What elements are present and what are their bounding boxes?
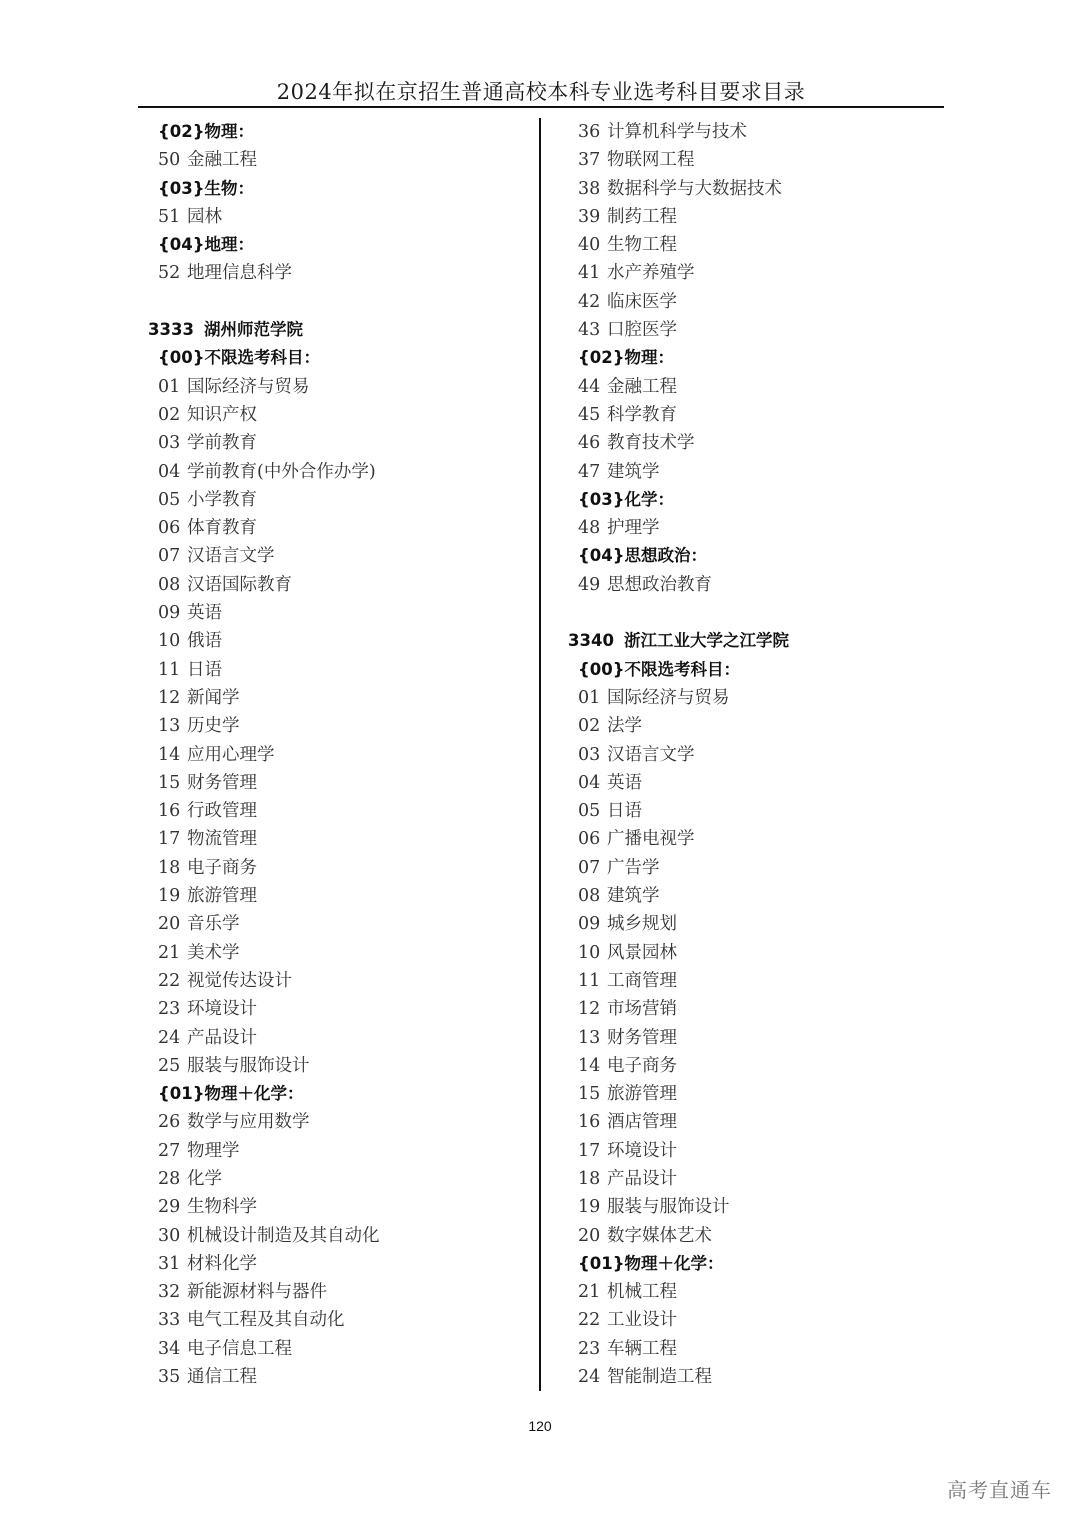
- major-number: 02: [578, 716, 601, 737]
- major-name: 电子商务: [187, 857, 257, 878]
- major-number: 38: [578, 178, 601, 199]
- major-name: 服装与服饰设计: [607, 1197, 730, 1218]
- major-name: 生物工程: [607, 235, 677, 256]
- major-list-item: [148, 1335, 380, 1363]
- subject-group-heading: {04}地理：: [158, 235, 254, 255]
- major-name: 产品设计: [187, 1027, 257, 1048]
- major-list-item: [148, 571, 380, 599]
- subject-group-heading: {03}生物：: [158, 178, 254, 198]
- major-list-item: [568, 146, 789, 174]
- major-name: 应用心理学: [187, 744, 275, 765]
- major-name: 城乡规划: [607, 914, 677, 935]
- major-number: 46: [578, 433, 601, 454]
- subject-group-heading: {00}不限选考科目：: [158, 348, 320, 368]
- major-name: 市场营销: [607, 999, 677, 1020]
- major-name: 制药工程: [607, 206, 677, 227]
- major-name: 旅游管理: [607, 1084, 677, 1105]
- major-name: 数学与应用数学: [187, 1112, 310, 1133]
- major-number: 13: [578, 1027, 601, 1048]
- major-number: 14: [578, 1055, 601, 1076]
- major-name: 电子信息工程: [187, 1338, 292, 1359]
- major-list-item: [148, 599, 380, 627]
- subject-group-heading: {02}物理：: [578, 348, 674, 368]
- major-number: 50: [158, 150, 181, 171]
- major-number: 04: [158, 461, 181, 482]
- major-list-item: [568, 1137, 789, 1165]
- major-list-item: [568, 1306, 789, 1334]
- major-name: 环境设计: [607, 1140, 677, 1161]
- major-name: 物理学: [187, 1140, 240, 1161]
- major-number: 03: [158, 433, 181, 454]
- major-name: 水产养殖学: [607, 263, 695, 284]
- major-list-item: [568, 231, 789, 259]
- major-name: 学前教育: [187, 433, 257, 454]
- major-number: 31: [158, 1253, 181, 1274]
- major-list-item: [568, 882, 789, 910]
- major-list-item: [148, 1165, 380, 1193]
- major-number: 24: [578, 1367, 601, 1388]
- major-name: 历史学: [187, 716, 240, 737]
- major-number: 16: [578, 1112, 601, 1133]
- major-list-item: [568, 175, 789, 203]
- major-list-item: [148, 1306, 380, 1334]
- major-number: 23: [158, 999, 181, 1020]
- major-name: 日语: [607, 801, 642, 822]
- major-number: 05: [158, 489, 181, 510]
- major-list-item: [148, 741, 380, 769]
- major-number: 14: [158, 744, 181, 765]
- major-number: 43: [578, 320, 601, 341]
- major-number: 36: [578, 122, 601, 142]
- major-name: 服装与服饰设计: [187, 1055, 310, 1076]
- subject-group-heading: {03}化学：: [578, 489, 674, 509]
- major-name: 俄语: [187, 631, 222, 652]
- major-list-item: [568, 1278, 789, 1306]
- major-number: 16: [158, 801, 181, 822]
- major-number: 37: [578, 150, 601, 171]
- major-name: 通信工程: [187, 1367, 257, 1388]
- major-number: 29: [158, 1197, 181, 1218]
- major-number: 19: [578, 1197, 601, 1218]
- major-list-item: [148, 1108, 380, 1136]
- major-number: 18: [578, 1168, 601, 1189]
- major-list-item: [148, 825, 380, 853]
- major-name: 行政管理: [187, 801, 257, 822]
- major-list-item: [148, 1024, 380, 1052]
- major-number: 18: [158, 857, 181, 878]
- major-list-item: [148, 514, 380, 542]
- major-number: 22: [158, 970, 181, 991]
- major-number: 41: [578, 263, 601, 284]
- major-list-item: [148, 373, 380, 401]
- major-list-item: [568, 1335, 789, 1363]
- major-list-item: [568, 429, 789, 457]
- major-number: 40: [578, 235, 601, 256]
- major-list-item: [568, 1165, 789, 1193]
- major-list-item: [148, 259, 380, 287]
- major-name: 地理信息科学: [187, 263, 292, 284]
- major-list-item: [568, 458, 789, 486]
- major-number: 39: [578, 206, 601, 227]
- major-number: 13: [158, 716, 181, 737]
- major-name: 日语: [187, 659, 222, 680]
- major-name: 广告学: [607, 857, 660, 878]
- major-number: 11: [158, 659, 181, 680]
- major-list-item: [148, 1222, 380, 1250]
- major-number: 12: [158, 687, 181, 708]
- major-number: 32: [158, 1282, 181, 1303]
- major-list-item: [568, 401, 789, 429]
- major-name: 汉语言文学: [187, 546, 275, 567]
- major-name: 英语: [607, 772, 642, 793]
- major-number: 30: [158, 1225, 181, 1246]
- major-name: 教育技术学: [607, 433, 695, 454]
- major-list-item: [568, 797, 789, 825]
- major-name: 法学: [607, 716, 642, 737]
- major-number: 22: [578, 1310, 601, 1331]
- major-list-item: [148, 429, 380, 457]
- major-number: 49: [578, 574, 601, 595]
- school-name: 湖州师范学院: [203, 320, 303, 340]
- major-number: 08: [158, 574, 181, 595]
- major-list-item: [568, 769, 789, 797]
- major-number: 15: [158, 772, 181, 793]
- major-number: 21: [578, 1282, 601, 1303]
- major-number: 01: [158, 376, 181, 397]
- major-name: 数据科学与大数据技术: [607, 178, 782, 199]
- major-number: 03: [578, 744, 601, 765]
- major-list-item: [148, 656, 380, 684]
- major-name: 物联网工程: [607, 150, 695, 171]
- major-number: 23: [578, 1338, 601, 1359]
- major-number: 15: [578, 1084, 601, 1105]
- major-number: 20: [578, 1225, 601, 1246]
- major-number: 44: [578, 376, 601, 397]
- major-name: 财务管理: [607, 1027, 677, 1048]
- major-number: 47: [578, 461, 601, 482]
- subject-group-heading: {04}思想政治：: [578, 546, 707, 566]
- major-name: 科学教育: [607, 404, 677, 425]
- major-name: 音乐学: [187, 914, 240, 935]
- major-list-item: [568, 1193, 789, 1221]
- major-number: 11: [578, 970, 601, 991]
- subject-group-heading: {00}不限选考科目：: [578, 659, 740, 679]
- major-name: 新闻学: [187, 687, 240, 708]
- major-name: 口腔医学: [607, 320, 677, 341]
- major-number: 51: [158, 206, 181, 227]
- major-number: 21: [158, 942, 181, 963]
- major-name: 电子商务: [607, 1055, 677, 1076]
- major-list-item: [568, 203, 789, 231]
- major-name: 护理学: [607, 518, 660, 539]
- subject-group-heading: {02}物理：: [158, 122, 254, 141]
- major-number: 34: [158, 1338, 181, 1359]
- major-number: 25: [158, 1055, 181, 1076]
- major-list-item: [148, 1250, 380, 1278]
- major-number: 35: [158, 1367, 181, 1388]
- major-name: 小学教育: [187, 489, 257, 510]
- major-name: 材料化学: [187, 1253, 257, 1274]
- major-number: 09: [578, 914, 601, 935]
- major-list-item: [568, 1108, 789, 1136]
- major-name: 广播电视学: [607, 829, 695, 850]
- major-list-item: [568, 967, 789, 995]
- major-name: 物流管理: [187, 829, 257, 850]
- major-list-item: [148, 542, 380, 570]
- major-list-item: [568, 514, 789, 542]
- major-name: 建筑学: [607, 461, 660, 482]
- major-name: 体育教育: [187, 518, 257, 539]
- major-list-item: [148, 712, 380, 740]
- major-number: 17: [158, 829, 181, 850]
- major-name: 电气工程及其自动化: [187, 1310, 345, 1331]
- blank-line: [568, 599, 789, 627]
- school-heading: [568, 627, 789, 655]
- major-name: 英语: [187, 603, 222, 624]
- major-name: 智能制造工程: [607, 1367, 712, 1388]
- watermark: 高考直通车: [947, 1478, 1052, 1502]
- left-column: [148, 118, 380, 1391]
- major-list-item: [568, 910, 789, 938]
- major-name: 化学: [187, 1168, 222, 1189]
- major-list-item: [568, 939, 789, 967]
- major-name: 国际经济与贸易: [187, 376, 310, 397]
- major-number: 52: [158, 263, 181, 284]
- major-name: 汉语言文学: [607, 744, 695, 765]
- school-code: 3340: [568, 631, 614, 651]
- major-number: 01: [578, 687, 601, 708]
- major-number: 07: [158, 546, 181, 567]
- major-number: 12: [578, 999, 601, 1020]
- major-list-item: [568, 854, 789, 882]
- major-list-item: [148, 939, 380, 967]
- major-name: 美术学: [187, 942, 240, 963]
- major-number: 20: [158, 914, 181, 935]
- major-list-item: [148, 967, 380, 995]
- major-list-item: [148, 1278, 380, 1306]
- major-number: 02: [158, 404, 181, 425]
- major-number: 27: [158, 1140, 181, 1161]
- major-name: 生物科学: [187, 1197, 257, 1218]
- major-number: 19: [158, 886, 181, 907]
- major-name: 知识产权: [187, 404, 257, 425]
- major-number: 45: [578, 404, 601, 425]
- major-list-item: [148, 1052, 380, 1080]
- major-list-item: [568, 1363, 789, 1391]
- major-list-item: [148, 1363, 380, 1391]
- major-name: 学前教育(中外合作办学): [187, 461, 376, 482]
- major-list-item: [148, 882, 380, 910]
- major-list-item: [568, 1024, 789, 1052]
- right-column: [568, 118, 789, 1391]
- major-list-item: [568, 316, 789, 344]
- major-name: 机械工程: [607, 1282, 677, 1303]
- major-number: 06: [578, 829, 601, 850]
- major-list-item: [148, 769, 380, 797]
- major-number: 24: [158, 1027, 181, 1048]
- school-name: 浙江工业大学之江学院: [623, 631, 789, 651]
- major-list-item: [568, 1080, 789, 1108]
- major-list-item: [568, 684, 789, 712]
- major-name: 建筑学: [607, 886, 660, 907]
- major-list-item: [568, 288, 789, 316]
- major-list-item: [148, 684, 380, 712]
- major-name: 汉语国际教育: [187, 574, 292, 595]
- major-number: 07: [578, 857, 601, 878]
- major-name: 临床医学: [607, 291, 677, 312]
- major-name: 数字媒体艺术: [607, 1225, 712, 1246]
- subject-group-heading: {01}物理＋化学：: [158, 1084, 304, 1104]
- major-name: 新能源材料与器件: [187, 1282, 327, 1303]
- major-name: 视觉传达设计: [187, 970, 292, 991]
- major-name: 机械设计制造及其自动化: [187, 1225, 380, 1246]
- major-list-item: [148, 458, 380, 486]
- major-list-item: [568, 259, 789, 287]
- major-number: 09: [158, 603, 181, 624]
- major-name: 车辆工程: [607, 1338, 677, 1359]
- major-list-item: [148, 1193, 380, 1221]
- major-list-item: [148, 854, 380, 882]
- major-list-item: [148, 995, 380, 1023]
- major-name: 产品设计: [607, 1168, 677, 1189]
- major-number: 10: [158, 631, 181, 652]
- major-name: 园林: [187, 206, 222, 227]
- column-divider: [539, 118, 541, 1391]
- major-number: 06: [158, 518, 181, 539]
- title-rule: [138, 106, 944, 108]
- blank-line: [148, 288, 380, 316]
- major-list-item: [148, 401, 380, 429]
- page-number: 120: [528, 1418, 552, 1434]
- major-name: 工商管理: [607, 970, 677, 991]
- school-heading: [148, 316, 380, 344]
- subject-group-heading: {01}物理＋化学：: [578, 1253, 724, 1273]
- major-number: 10: [578, 942, 601, 963]
- major-name: 计算机科学与技术: [607, 122, 747, 142]
- major-name: 金融工程: [187, 150, 257, 171]
- major-number: 33: [158, 1310, 181, 1331]
- major-list-item: [148, 797, 380, 825]
- major-list-item: [568, 741, 789, 769]
- major-name: 酒店管理: [607, 1112, 677, 1133]
- major-number: 17: [578, 1140, 601, 1161]
- major-number: 42: [578, 291, 601, 312]
- major-list-item: [148, 486, 380, 514]
- major-list-item: [568, 373, 789, 401]
- major-list-item: [568, 712, 789, 740]
- major-name: 金融工程: [607, 376, 677, 397]
- major-list-item: [568, 118, 789, 146]
- major-number: 26: [158, 1112, 181, 1133]
- major-number: 28: [158, 1168, 181, 1189]
- major-list-item: [148, 203, 380, 231]
- major-name: 国际经济与贸易: [607, 687, 730, 708]
- major-name: 旅游管理: [187, 886, 257, 907]
- major-list-item: [148, 1137, 380, 1165]
- major-name: 财务管理: [187, 772, 257, 793]
- major-list-item: [568, 995, 789, 1023]
- major-name: 思想政治教育: [607, 574, 712, 595]
- major-list-item: [568, 825, 789, 853]
- major-name: 工业设计: [607, 1310, 677, 1331]
- major-list-item: [568, 1222, 789, 1250]
- major-number: 48: [578, 518, 601, 539]
- major-list-item: [568, 1052, 789, 1080]
- major-name: 风景园林: [607, 942, 677, 963]
- school-code: 3333: [148, 320, 194, 340]
- major-name: 环境设计: [187, 999, 257, 1020]
- major-list-item: [568, 571, 789, 599]
- major-list-item: [148, 146, 380, 174]
- page-title: 2024年拟在京招生普通高校本科专业选考科目要求目录: [276, 80, 806, 104]
- major-list-item: [148, 910, 380, 938]
- major-number: 05: [578, 801, 601, 822]
- major-number: 08: [578, 886, 601, 907]
- major-number: 04: [578, 772, 601, 793]
- major-list-item: [148, 627, 380, 655]
